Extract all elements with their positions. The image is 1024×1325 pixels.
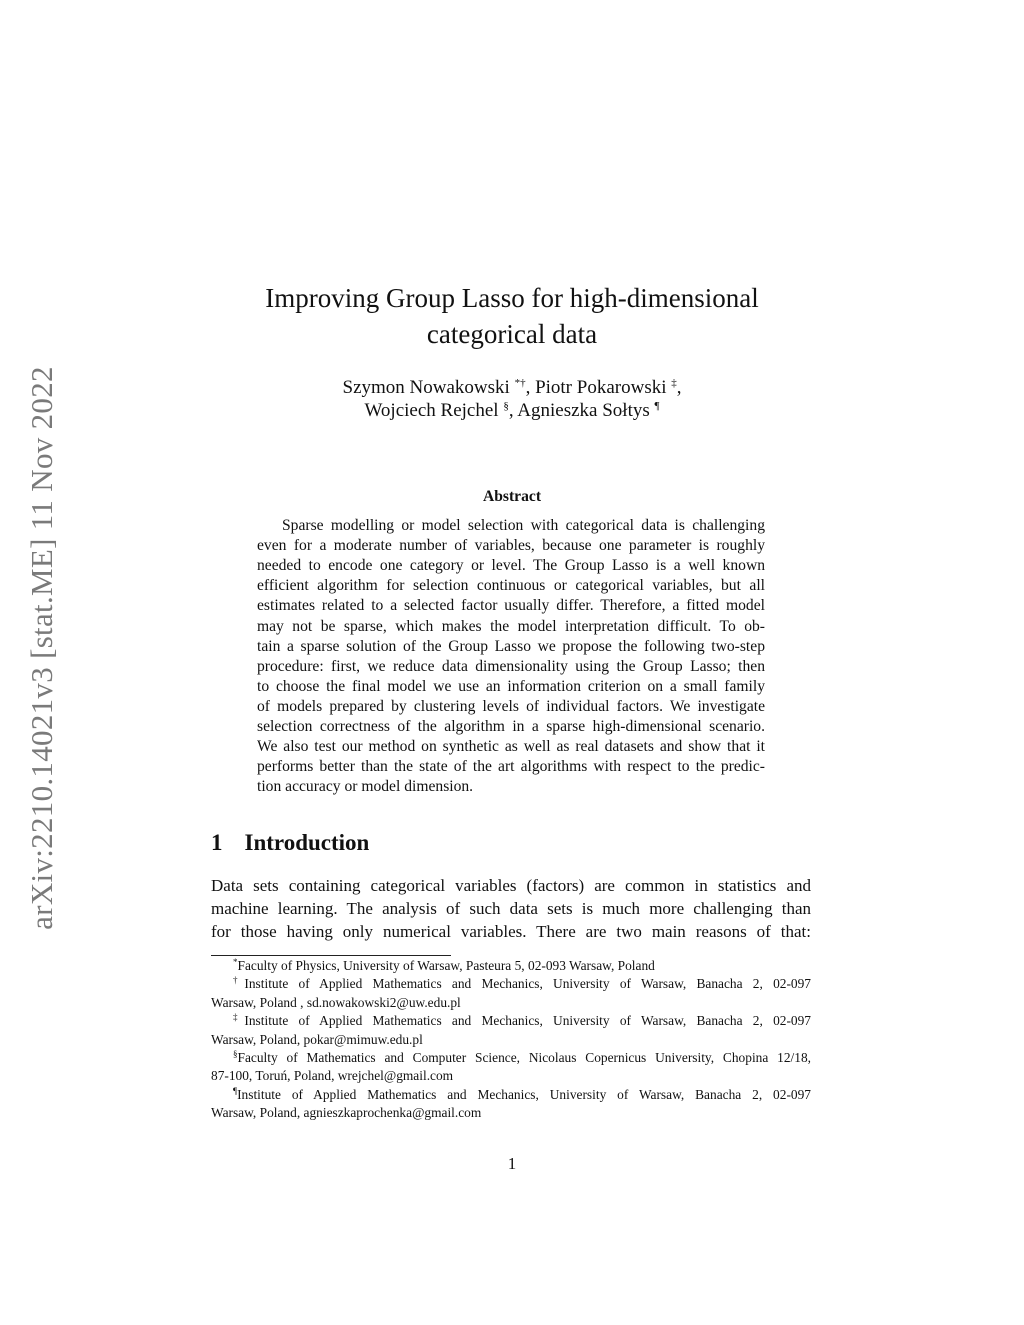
abstract-line: tain a sparse solution of the Group Lasso we propose the following two-step xyxy=(257,637,765,655)
intro-line: Data sets containing categorical variables (factors) are common in statistics and xyxy=(211,876,811,895)
author-name: Wojciech Rejchel xyxy=(364,400,499,421)
authors-line-2 xyxy=(0,400,1024,422)
intro-line: machine learning. The analysis of such data sets is much more challenging than xyxy=(211,899,811,918)
abstract-line: of models prepared by clustering levels of individual factors. We investigate xyxy=(257,697,765,715)
abstract-line: selection correctness of the algorithm in a sparse high-dimensional scenario. xyxy=(257,718,765,735)
page-number: 1 xyxy=(507,1154,517,1173)
abstract-line: estimates related to a selected factor usually differ. Therefore, a fitted model xyxy=(257,597,765,615)
paper-title-line-2: categorical data xyxy=(426,319,598,349)
footnote-line xyxy=(211,1050,811,1066)
authors-line-1 xyxy=(0,377,1024,399)
footnote-line: 87-100, Toruń, Poland, wrejchel@gmail.com xyxy=(211,1068,454,1084)
separator: , xyxy=(676,377,682,398)
footnote-mark: ¶ xyxy=(233,1085,238,1096)
abstract-line: performs better than the state of the art algorithms with respect to the predic- xyxy=(257,758,765,776)
abstract-line: even for a moderate number of variables, because one parameter is roughly xyxy=(257,537,765,555)
abstract-line: may not be sparse, which makes the model interpretation difficult. To ob- xyxy=(257,617,765,635)
section-heading xyxy=(211,830,369,856)
section-title: Introduction xyxy=(244,830,370,855)
footnote-text: Institute of Applied Mathematics and Mechanics, University of Warsaw, Banacha 2, 02-097 xyxy=(244,976,812,992)
footnote-line xyxy=(211,958,811,974)
footnote-line xyxy=(211,1013,811,1029)
footnote-mark: § xyxy=(233,1049,238,1059)
abstract-line: efficient algorithm for selection continuous or categorical variables, but all xyxy=(257,577,765,595)
section-number: 1 xyxy=(211,830,223,855)
author-name: Agnieszka Sołtys xyxy=(517,400,650,421)
footnote-line: Warsaw, Poland , sd.nowakowski2@uw.edu.pl xyxy=(211,994,461,1010)
footnote-text: Faculty of Mathematics and Computer Science, Nicolaus Copernicus University, Chopina 12/18, xyxy=(237,1050,811,1065)
footnote-line: Warsaw, Poland, pokar@mimuw.edu.pl xyxy=(211,1031,423,1047)
abstract-heading: Abstract xyxy=(482,488,542,505)
arxiv-stamp: arXiv:2210.14021v3 [stat.ME] 11 Nov 2022 xyxy=(24,366,59,930)
author-mark: *† xyxy=(514,377,526,389)
footnote-line: Warsaw, Poland, agnieszkaprochenka@gmail.com xyxy=(211,1105,482,1121)
author-name: Piotr Pokarowski xyxy=(535,377,667,398)
intro-line: for those having only numerical variables. There are two main reasons of that: xyxy=(211,922,811,941)
author-mark: § xyxy=(503,400,509,412)
abstract-line: We also test our method on synthetic as well as real datasets and show that it xyxy=(257,738,765,756)
abstract-line: to choose the final model we use an information criterion on a small family xyxy=(257,677,765,695)
author-name: Szymon Nowakowski xyxy=(342,377,510,398)
abstract-line: procedure: first, we reduce data dimensionality using the Group Lasso; then xyxy=(257,657,765,675)
footnote-mark: † xyxy=(233,975,245,986)
abstract-line: Sparse modelling or model selection with categorical data is challenging xyxy=(282,517,765,534)
author-mark: ¶ xyxy=(654,400,660,412)
separator: , xyxy=(525,377,536,398)
abstract-line: tion accuracy or model dimension. xyxy=(257,778,474,796)
abstract-line: needed to encode one category or level. The Group Lasso is a well known xyxy=(257,557,765,575)
footnote-text: Faculty of Physics, University of Warsaw, Pasteura 5, 02-093 Warsaw, Poland xyxy=(237,958,655,973)
footnote-text: Institute of Applied Mathematics and Mechanics, University of Warsaw, Banacha 2, 02-097 xyxy=(244,1013,812,1029)
paper-title-line-1: Improving Group Lasso for high-dimensional xyxy=(265,283,759,313)
footnote-line xyxy=(211,1087,811,1103)
footnote-mark: ‡ xyxy=(233,1012,245,1023)
author-mark: ‡ xyxy=(671,377,677,389)
footnote-mark: * xyxy=(233,957,238,967)
footnote-text: Institute of Applied Mathematics and Mechanics, University of Warsaw, Banacha 2, 02-097 xyxy=(237,1086,811,1102)
footnote-rule xyxy=(211,955,451,956)
separator: , xyxy=(508,400,518,421)
footnote-line xyxy=(211,976,811,992)
